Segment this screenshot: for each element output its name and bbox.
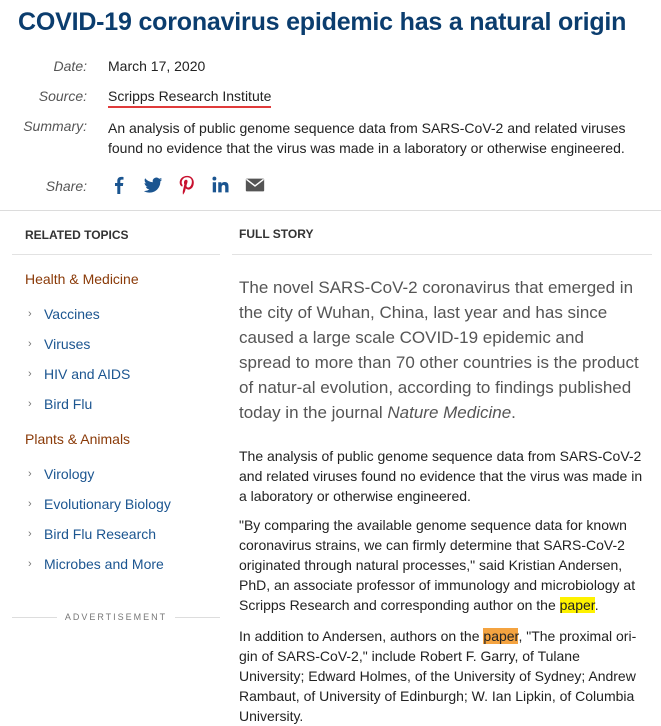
chevron-right-icon: › [28, 308, 32, 320]
date-value: March 17, 2020 [108, 58, 206, 74]
share-label: Share: [45, 178, 87, 194]
chevron-right-icon: › [28, 398, 32, 410]
story-lead [239, 275, 639, 425]
highlight-paper-orange: paper [483, 628, 519, 644]
story-paragraph-1: The analysis of public genome sequence data from SARS-CoV-2 and related viruses found no evidence that the virus was made in a laboratory or otherwise engineered. [239, 448, 643, 504]
chevron-right-icon: › [28, 558, 32, 570]
source-link[interactable]: Scripps Research Institute [108, 88, 271, 108]
chevron-right-icon: › [28, 468, 32, 480]
chevron-right-icon: › [28, 368, 32, 380]
page-title: COVID-19 coronavirus epidemic has a natural origin [18, 8, 627, 36]
category-health-medicine: Health & Medicine [25, 271, 139, 287]
advertisement-text: ADVERTISEMENT [64, 612, 168, 622]
topic-item-bird-flu-research[interactable] [28, 524, 156, 544]
date-label: Date: [53, 58, 87, 74]
pinterest-icon[interactable] [176, 174, 198, 196]
topic-item-microbes[interactable] [28, 554, 164, 574]
journal-name: Nature Medicine [387, 403, 512, 422]
story-paragraph-2 [239, 515, 649, 615]
paragraph-3-end: , "The proximal ori-gin of SARS-CoV-2," include Robert F. Garry, of Tulane University; Edward Holmes, of the University of Sydney; Andrew Rambaut, of University of Edinburgh; W. Ian Lipkin, of Columbia University. [239, 628, 637, 724]
ad-rule-left [12, 617, 57, 618]
topic-item-vaccines[interactable] [28, 304, 100, 324]
chevron-right-icon: › [28, 338, 32, 350]
topic-link[interactable]: Virology [44, 466, 95, 482]
paragraph-2-end: . [594, 597, 599, 613]
share-icons [108, 174, 266, 196]
paragraph-2-text: "By comparing the available genome sequence data for known coronavirus strains, we can firmly determine that SARS-CoV-2 originated through natural processes," said Kristian Andersen, PhD, an associate professor of immunology and microbiology at Scripps Research and corresponding author on the [239, 517, 636, 613]
lead-text: The novel SARS-CoV-2 coronavirus that emerged in the city of Wuhan, China, last year and has since caused a large scale COVID-19 epidemic and spread to more than 70 other countries is the product of natur-al evolution, according to findings published today in the journal [239, 278, 639, 422]
chevron-right-icon: › [28, 528, 32, 540]
topic-link[interactable]: Bird Flu [44, 396, 93, 412]
topic-item-bird-flu[interactable] [28, 394, 92, 414]
topic-item-virology[interactable] [28, 464, 94, 484]
chevron-right-icon: › [28, 498, 32, 510]
topic-link[interactable]: Bird Flu Research [44, 526, 157, 542]
topic-item-evolutionary-biology[interactable] [28, 494, 171, 514]
topic-link[interactable]: Microbes and More [44, 556, 164, 572]
topic-link[interactable]: HIV and AIDS [44, 366, 131, 382]
sidebar-rule [12, 254, 220, 255]
topic-link[interactable]: Vaccines [44, 306, 100, 322]
topic-item-viruses[interactable] [28, 334, 90, 354]
paragraph-3-text: In addition to Andersen, authors on the [239, 628, 484, 644]
category-plants-animals: Plants & Animals [25, 431, 131, 447]
summary-text: An analysis of public genome sequence data from SARS-CoV-2 and related viruses found no evidence that the virus was made in a laboratory or otherwise engineered. [108, 120, 626, 156]
topic-link[interactable]: Evolutionary Biology [44, 496, 171, 512]
story-paragraph-3 [239, 626, 649, 726]
highlight-paper-yellow: paper [559, 597, 595, 613]
topic-item-hiv-aids[interactable] [28, 364, 130, 384]
summary-label: Summary: [23, 118, 87, 134]
topic-link[interactable]: Viruses [44, 336, 91, 352]
ad-rule-right [175, 617, 220, 618]
advertisement-label [12, 612, 220, 622]
related-topics-heading: RELATED TOPICS [25, 228, 129, 242]
lead-end: . [511, 403, 516, 422]
linkedin-icon[interactable] [210, 174, 232, 196]
twitter-icon[interactable] [142, 174, 164, 196]
header-divider [0, 210, 661, 211]
facebook-icon[interactable] [108, 174, 130, 196]
story-rule [232, 254, 652, 255]
full-story-heading: FULL STORY [239, 227, 314, 241]
source-label: Source: [38, 88, 87, 104]
email-icon[interactable] [244, 174, 266, 196]
